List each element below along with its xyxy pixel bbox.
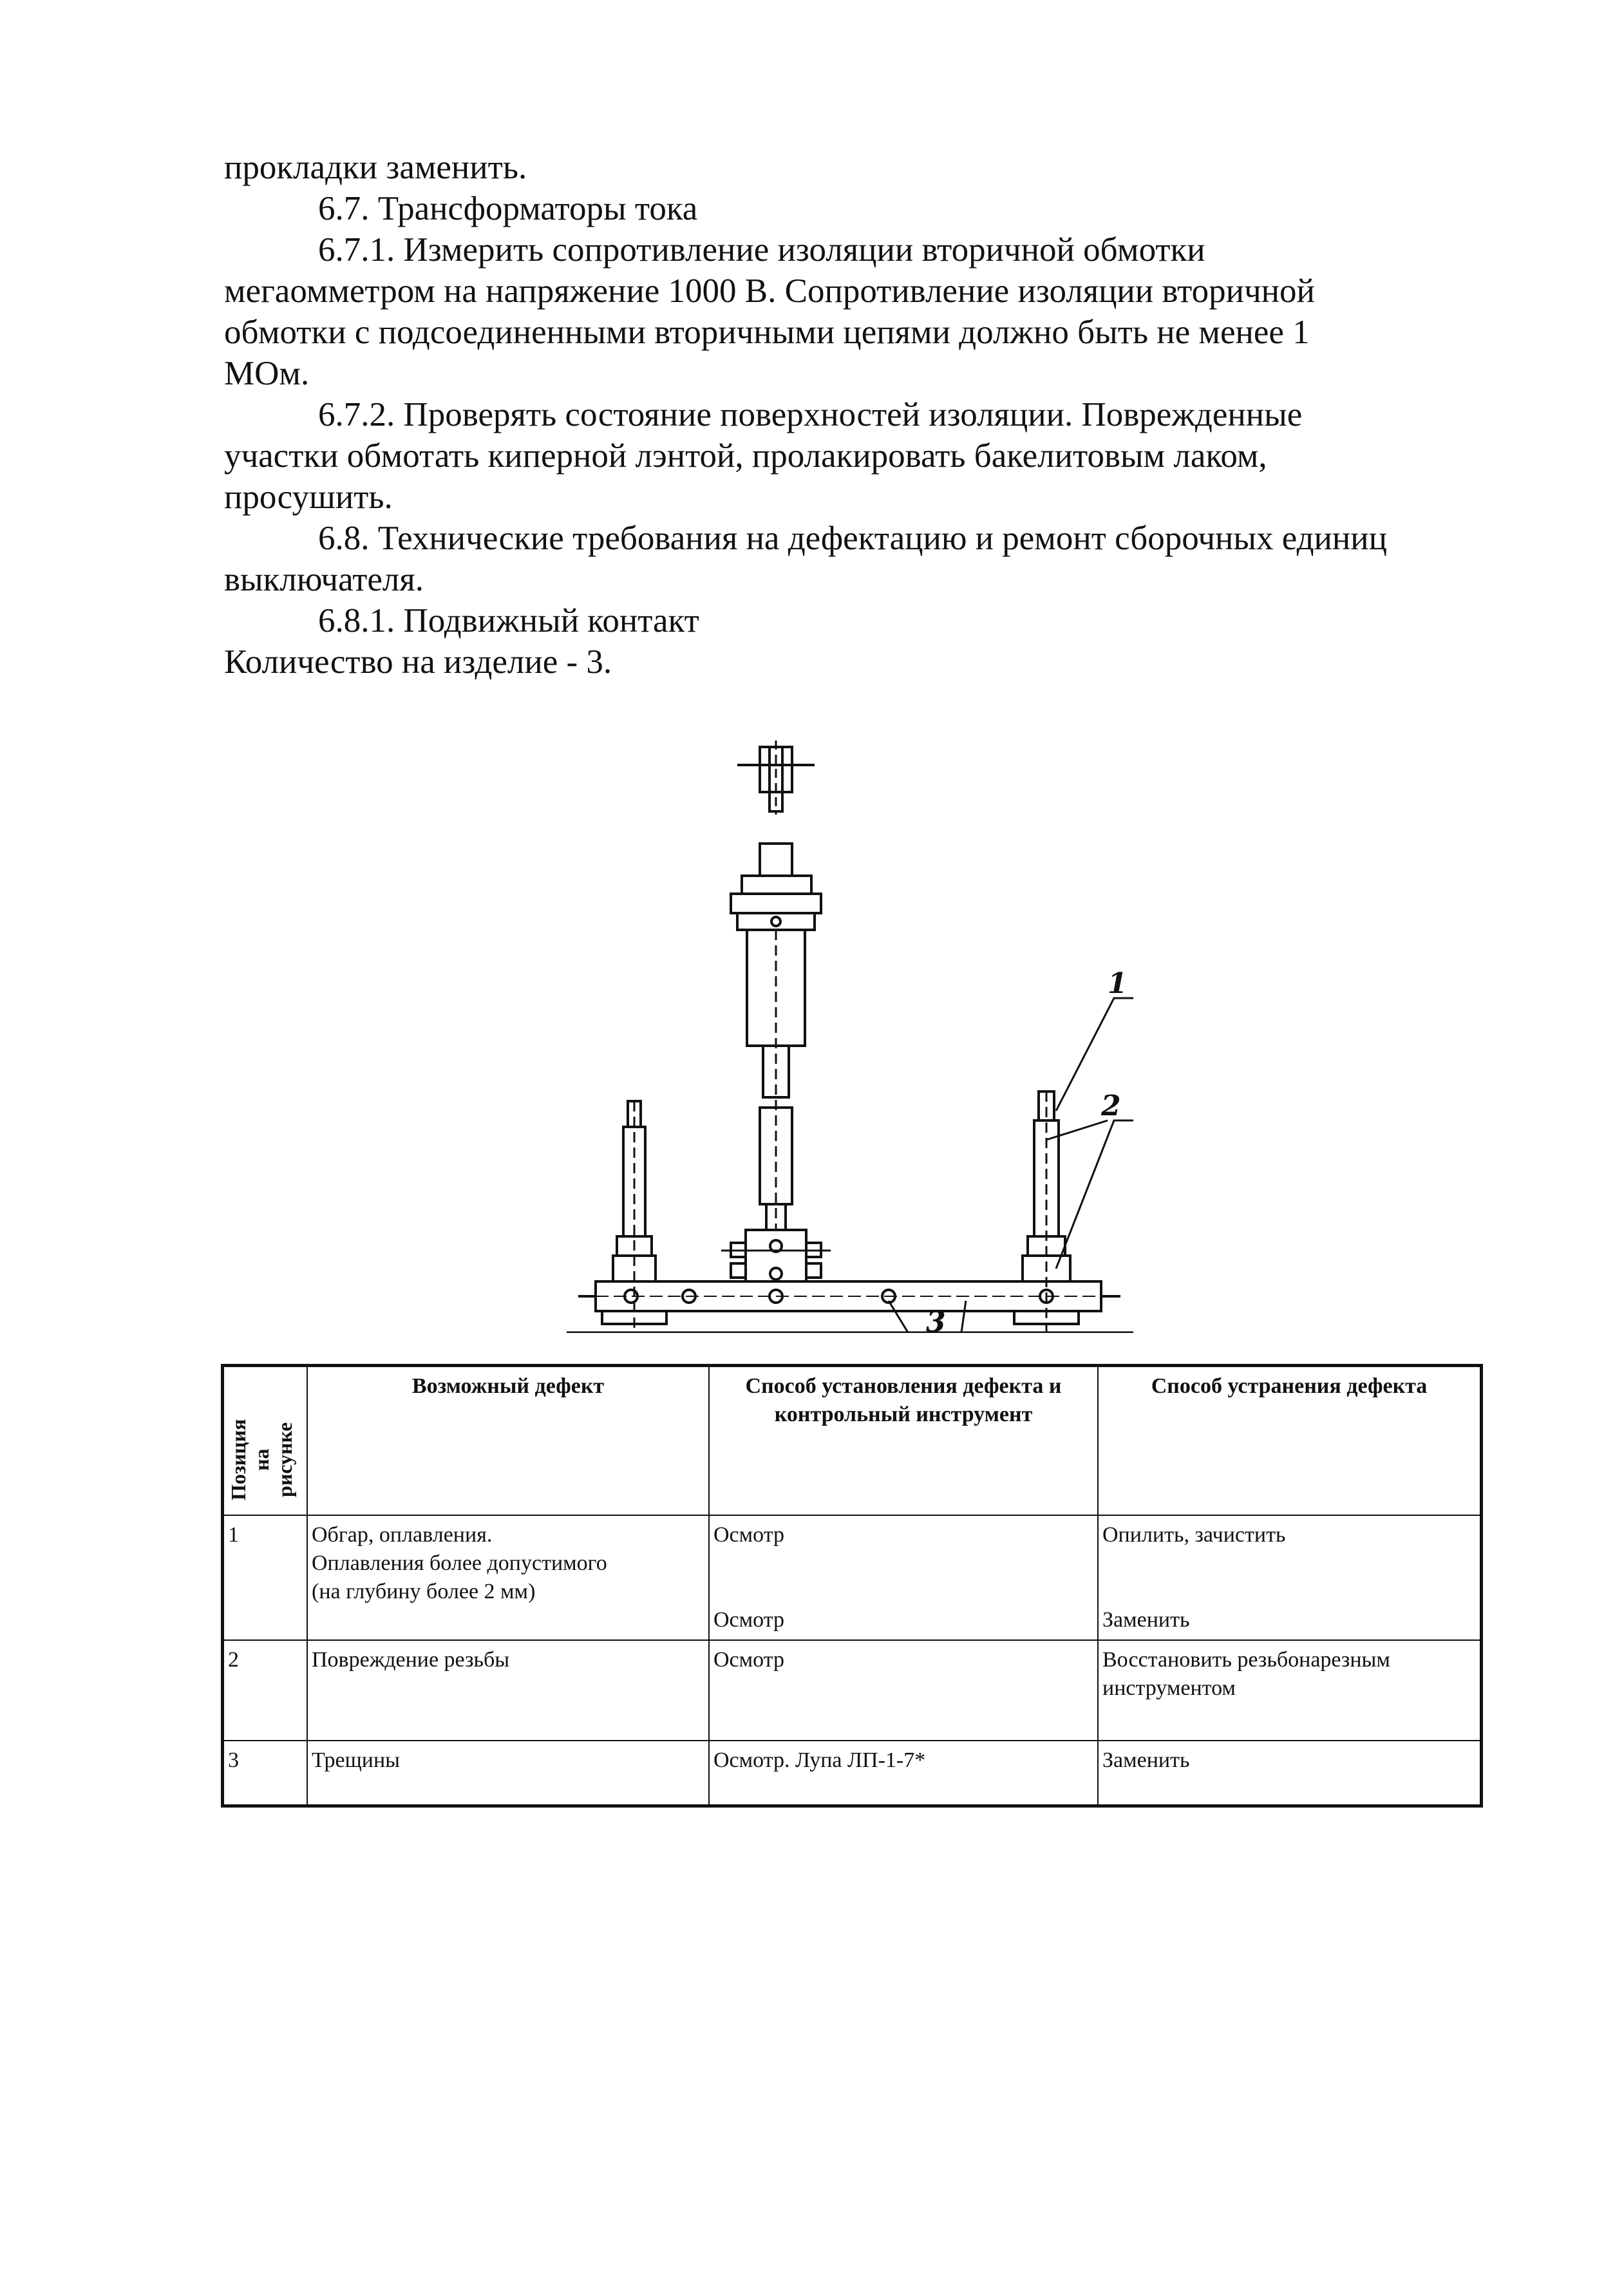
header-line: на xyxy=(250,1448,273,1471)
upper-coupling xyxy=(731,844,821,930)
header-line: Позиция xyxy=(227,1419,250,1500)
method-header: Способ установления дефекта и контрольный инструмент xyxy=(709,1366,1098,1515)
defect-header: Возможный дефект xyxy=(307,1366,709,1515)
paragraph-line: МОм. xyxy=(224,355,310,392)
fix-line: Опилить, зачистить xyxy=(1102,1522,1286,1547)
header-line: рисунке xyxy=(273,1422,296,1497)
paragraph-line: выключателя. xyxy=(224,561,424,598)
left-post xyxy=(602,1101,666,1333)
paragraph-line: участки обмотать киперной лэнтой, пролакировать бакелитовым лаком, xyxy=(224,437,1267,475)
defect-cell: Трещины xyxy=(307,1741,709,1806)
method-cell: Осмотр. Лупа ЛП-1-7* xyxy=(709,1741,1098,1806)
central-hub xyxy=(721,1230,831,1281)
method-line: Осмотр xyxy=(713,1607,784,1632)
crossbar xyxy=(578,1281,1120,1311)
position-header-label xyxy=(227,1419,296,1500)
table-header-row xyxy=(223,1366,1482,1515)
moving-contact-drawing xyxy=(567,741,1133,1333)
table-row xyxy=(223,1640,1482,1741)
paragraph-line: просушить. xyxy=(224,478,393,516)
paragraph-line: Количество на изделие - 3. xyxy=(224,643,612,681)
callout-label: 3 xyxy=(926,1306,946,1333)
section-heading-6-8: 6.8. Технические требования на дефектацию и ремонт сборочных единиц xyxy=(318,520,1388,557)
method-cell: Осмотр xyxy=(709,1640,1098,1741)
position-cell: 2 xyxy=(223,1640,308,1741)
section-heading-6-8-1: 6.8.1. Подвижный контакт xyxy=(318,602,699,639)
fix-cell: Заменить xyxy=(1098,1741,1482,1806)
defect-cell: Повреждение резьбы xyxy=(307,1640,709,1741)
table-row xyxy=(223,1741,1482,1806)
paragraph-line: прокладки заменить. xyxy=(224,149,527,186)
table-row xyxy=(223,1515,1482,1640)
paragraph-line: 6.7.1. Измерить сопротивление изоляции вторичной обмотки xyxy=(318,231,1205,269)
paragraph-line: мегаомметром на напряжение 1000 В. Сопротивление изоляции вторичной xyxy=(224,272,1315,310)
defect-line: Обгар, оплавления. xyxy=(312,1522,493,1547)
top-clamp xyxy=(737,741,815,815)
section-heading-6-7: 6.7. Трансформаторы тока xyxy=(318,190,698,227)
defect-line: (на глубину более 2 мм) xyxy=(312,1579,536,1603)
fix-cell xyxy=(1098,1515,1482,1640)
fix-header: Способ устранения дефекта xyxy=(1098,1366,1482,1515)
paragraph-line: 6.7.2. Проверять состояние поверхностей изоляции. Поврежденные xyxy=(318,396,1303,433)
main-rod xyxy=(747,930,805,1230)
callout-label: 1 xyxy=(1108,967,1128,1000)
paragraph-line: обмотки с подсоединенными вторичными цепями должно быть не менее 1 xyxy=(224,314,1310,351)
fix-line: Заменить xyxy=(1102,1607,1190,1632)
defect-table xyxy=(221,1364,1483,1808)
defect-cell xyxy=(307,1515,709,1640)
defect-line: Оплавления более допустимого xyxy=(312,1551,607,1575)
position-cell: 1 xyxy=(223,1515,308,1640)
callout-label: 2 xyxy=(1101,1090,1121,1122)
position-header xyxy=(223,1366,308,1515)
position-cell: 3 xyxy=(223,1741,308,1806)
fix-cell: Восстановить резьбонарезным инструментом xyxy=(1098,1640,1482,1741)
method-line: Осмотр xyxy=(713,1522,784,1547)
method-cell xyxy=(709,1515,1098,1640)
body-text xyxy=(224,147,1486,683)
